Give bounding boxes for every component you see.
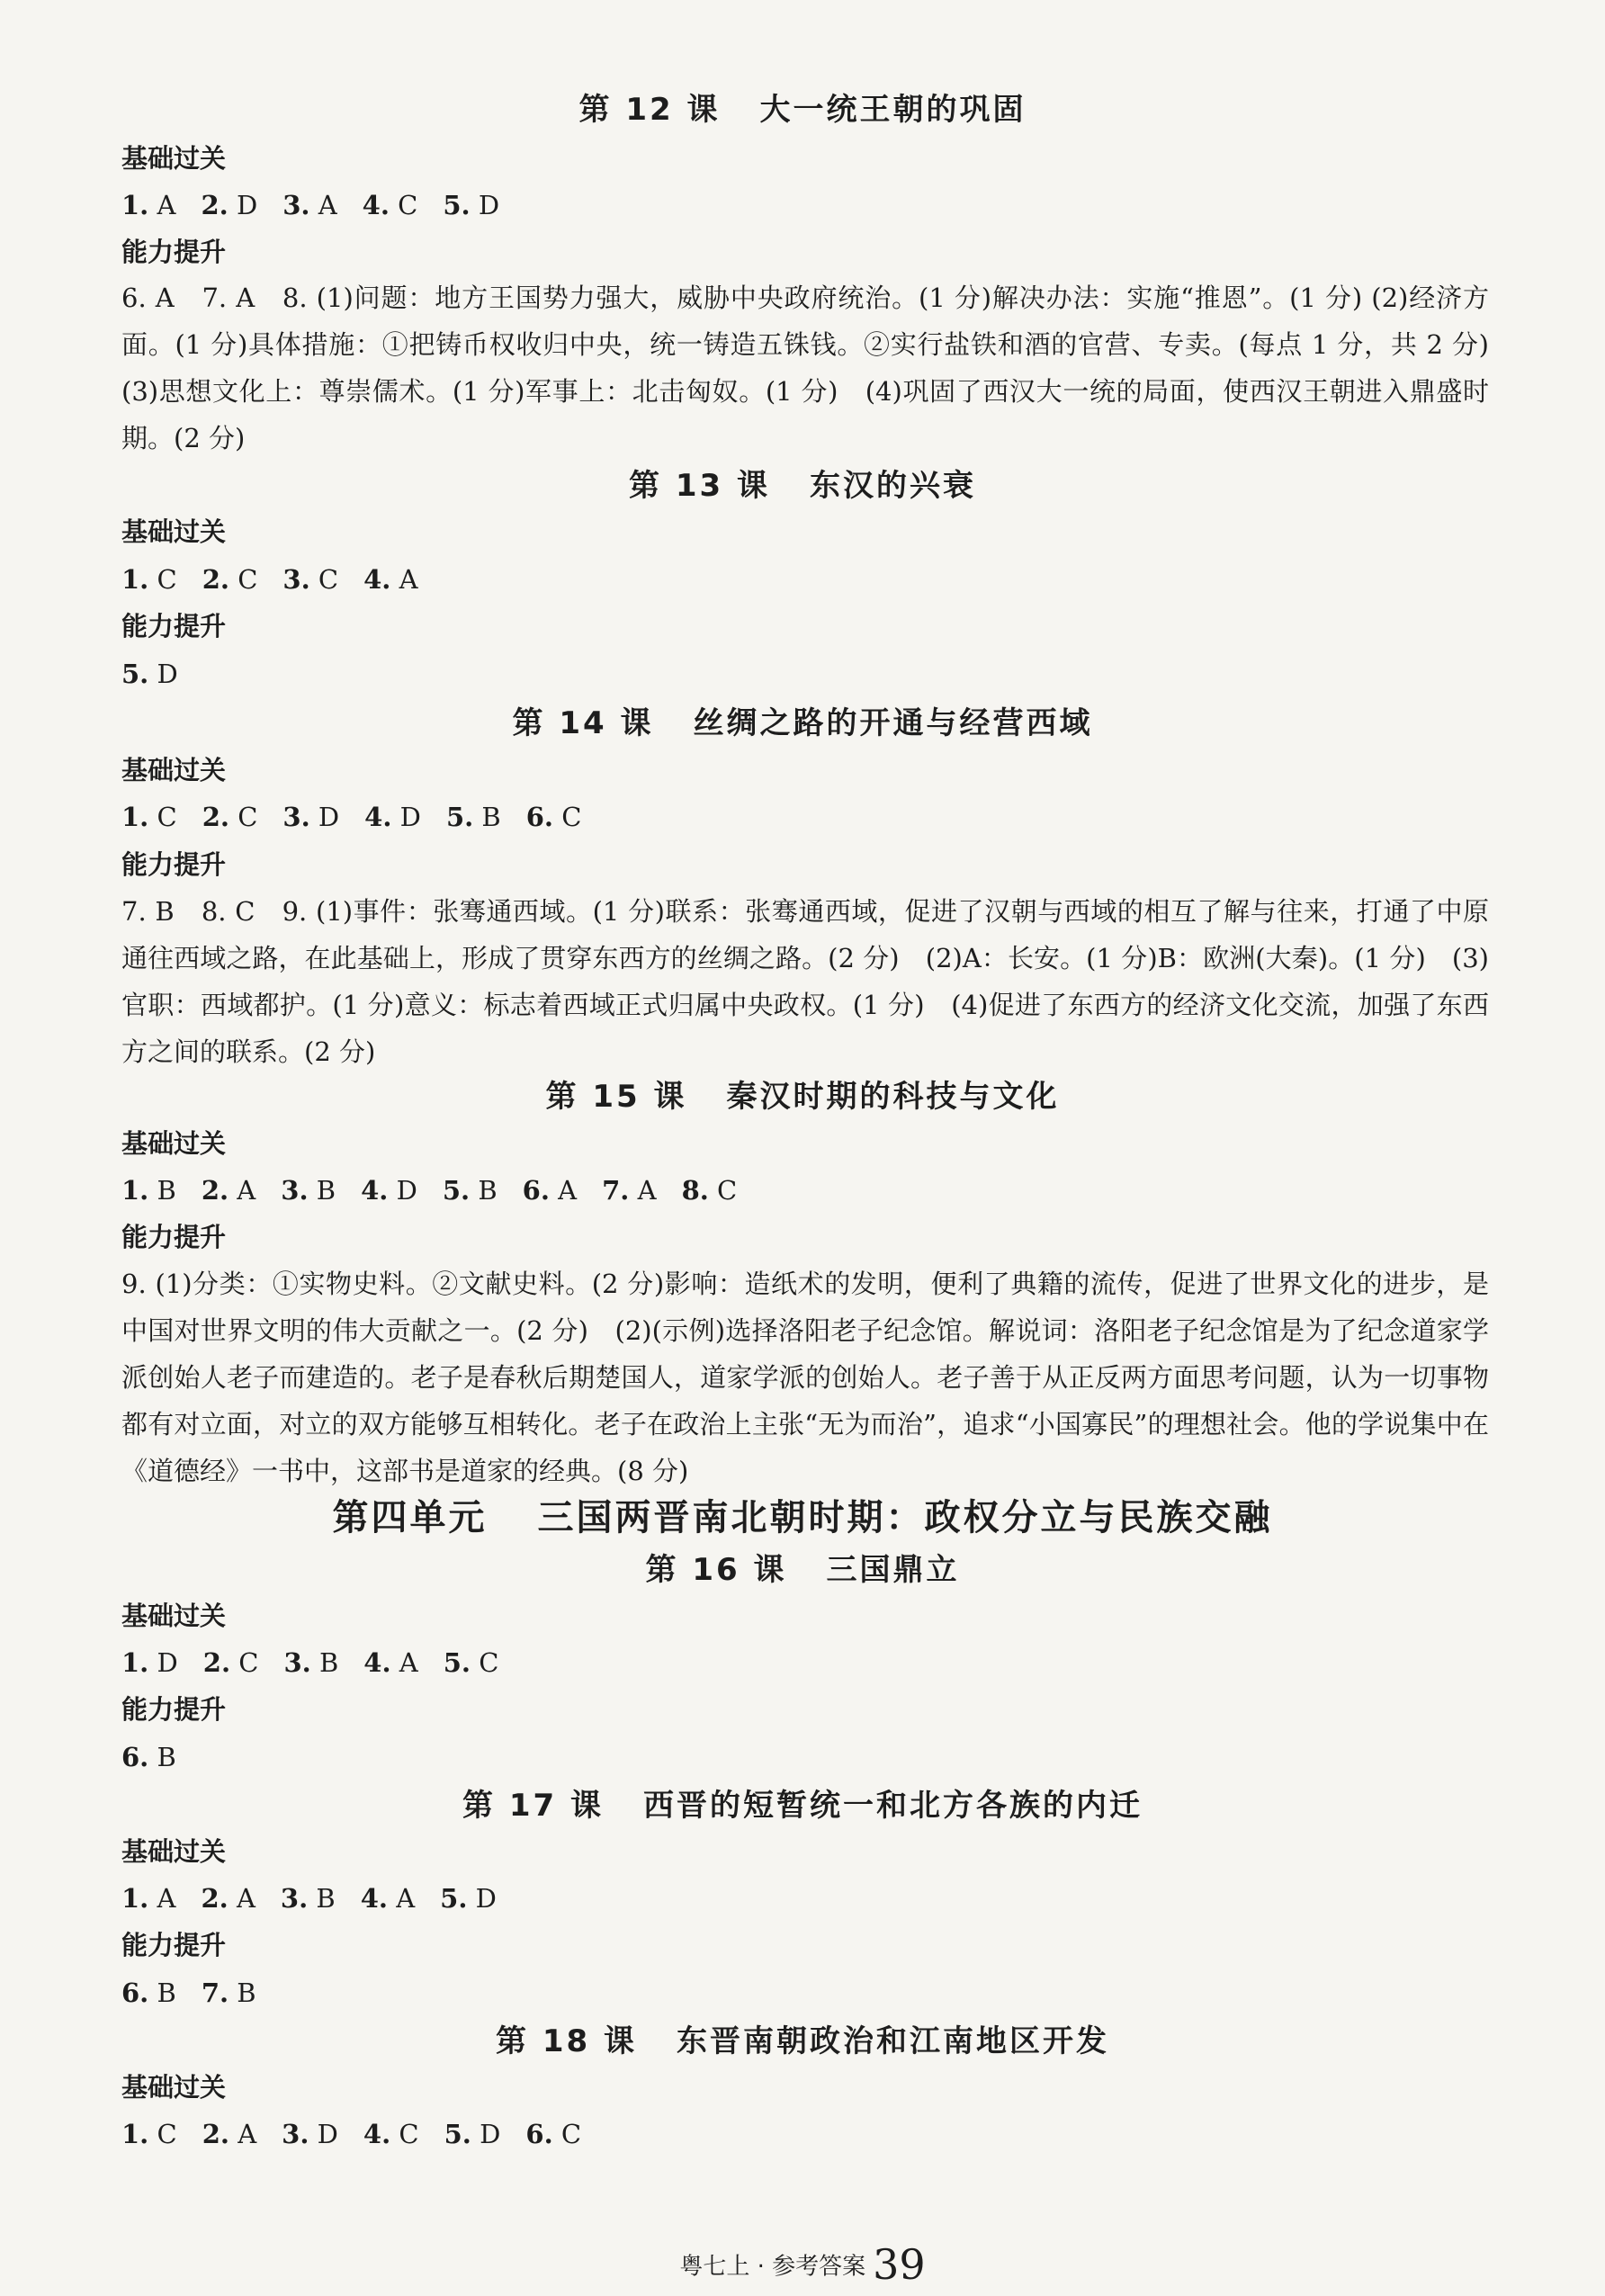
answer-item: 2. A xyxy=(201,1883,256,1914)
lesson-17-name: 西晋的短暂统一和北方各族的内迁 xyxy=(643,1788,1143,1824)
answer-item: 3. A xyxy=(282,190,337,220)
answer-item: 5. D xyxy=(443,190,500,220)
lesson-13-basic-answers xyxy=(121,563,444,596)
answer-item: 1. A xyxy=(121,1883,176,1914)
lesson-14-number: 第 14 课 xyxy=(512,705,654,741)
lesson-12-ability-label: 能力提升 xyxy=(121,237,227,267)
answer-item: 6. A xyxy=(522,1175,578,1206)
lesson-18-title xyxy=(0,2022,1605,2061)
answer-item: 1. C xyxy=(121,564,177,595)
lesson-12-basic-answers xyxy=(121,189,525,221)
answer-item: 5. D xyxy=(121,659,178,689)
unit-4-title xyxy=(0,1495,1605,1540)
lesson-18-basic-label: 基础过关 xyxy=(121,2072,227,2103)
lesson-16-basic-label: 基础过关 xyxy=(121,1601,227,1631)
lesson-15-basic-answers xyxy=(121,1174,762,1206)
lesson-14-ability-label: 能力提升 xyxy=(121,849,227,880)
answer-item: 4. A xyxy=(363,1647,418,1678)
lesson-15-title xyxy=(0,1077,1605,1117)
answer-item: 7. A xyxy=(602,1175,657,1206)
answer-item: 6. B xyxy=(121,1978,176,2008)
lesson-14-basic-answers xyxy=(121,801,606,833)
answer-item: 2. C xyxy=(202,802,258,832)
lesson-13-ability-label: 能力提升 xyxy=(121,611,227,641)
answer-item: 4. C xyxy=(362,190,418,220)
answer-item: 2. A xyxy=(202,2119,257,2149)
answer-item: 2. D xyxy=(201,190,258,220)
answer-item: 1. B xyxy=(121,1175,176,1206)
answer-item: 3. D xyxy=(282,2119,338,2149)
answer-item: 5. B xyxy=(442,1175,498,1206)
lesson-17-title xyxy=(0,1786,1605,1825)
lesson-15-name: 秦汉时期的科技与文化 xyxy=(726,1079,1060,1115)
answer-item: 5. C xyxy=(443,1647,499,1678)
unit-4-number: 第四单元 xyxy=(332,1497,488,1538)
lesson-14-ability-text: 7. B 8. C 9. (1)事件：张骞通西域。(1 分)联系：张骞通西域，促进了汉朝与西域的相互了解与往来，打通了中原通往西域之路，在此基础上，形成了贯穿东西方的丝绸之路。(2 分) (2)A：长安。(1 分)B：欧洲(大秦)。(1 分) (3)官职：西域都护。(1 分)意义：标志着西域正式归属中央政权。(1 分) (4)促进了东西方的经济文化交流，加强了东西方之间的联系。(2 分) xyxy=(121,896,1489,1067)
answer-item: 5. D xyxy=(440,1883,497,1914)
answer-item: 3. B xyxy=(283,1647,339,1678)
lesson-16-ability-label: 能力提升 xyxy=(121,1694,227,1725)
lesson-17-number: 第 17 课 xyxy=(462,1788,604,1824)
lesson-15-number: 第 15 课 xyxy=(545,1079,687,1115)
answer-item: 2. C xyxy=(202,1647,259,1678)
answer-item: 3. C xyxy=(282,564,339,595)
lesson-14-title xyxy=(0,704,1605,743)
answer-item: 2. C xyxy=(202,564,258,595)
lesson-14-basic-label: 基础过关 xyxy=(121,755,227,785)
lesson-16-basic-answers xyxy=(121,1646,524,1679)
lesson-18-number: 第 18 课 xyxy=(496,2023,637,2059)
answer-item: 2. A xyxy=(201,1175,256,1206)
footer-label: 粤七上 · 参考答案 xyxy=(679,2253,866,2281)
answer-item: 4. A xyxy=(363,564,418,595)
lesson-17-basic-answers xyxy=(121,1882,522,1915)
answer-item: 5. D xyxy=(444,2119,501,2149)
lesson-16-name: 三国鼎立 xyxy=(826,1552,960,1588)
lesson-15-ability-label: 能力提升 xyxy=(121,1222,227,1252)
lesson-17-basic-label: 基础过关 xyxy=(121,1836,227,1867)
lesson-12-name: 大一统王朝的巩固 xyxy=(759,92,1027,128)
lesson-15-basic-label: 基础过关 xyxy=(121,1128,227,1159)
lesson-12-number: 第 12 课 xyxy=(578,92,721,128)
answer-item: 5. B xyxy=(445,802,501,832)
lesson-12-title xyxy=(0,90,1605,130)
lesson-15-ability-text: 9. (1)分类：①实物史料。②文献史料。(2 分)影响：造纸术的发明，便利了典籍的流传，促进了世界文化的进步，是中国对世界文明的伟大贡献之一。(2 分) (2)(示例)选择洛阳老子纪念馆。解说词：洛阳老子纪念馆是为了纪念道家学派创始人老子而建造的。老子是春秋后期楚国人，道家学派的创始人。老子善于从正反两方面思考问题，认为一切事物都有对立面，对立的双方能够互相转化。老子在政治上主张“无为而治”，追求“小国寡民”的理想社会。他的学说集中在《道德经》一书中，这部书是道家的经典。(8 分) xyxy=(121,1269,1489,1486)
answer-item: 6. B xyxy=(121,1742,176,1772)
lesson-16-ability-answers xyxy=(121,1741,202,1773)
lesson-13-basic-label: 基础过关 xyxy=(121,516,227,547)
answer-item: 3. B xyxy=(280,1883,336,1914)
lesson-13-ability-answers xyxy=(121,658,203,690)
lesson-13-title xyxy=(0,466,1605,506)
lesson-17-ability-label: 能力提升 xyxy=(121,1930,227,1960)
lesson-16-title xyxy=(0,1550,1605,1590)
page-footer xyxy=(0,2240,1605,2289)
answer-item: 4. C xyxy=(363,2119,419,2149)
answer-item: 3. B xyxy=(281,1175,336,1206)
lesson-13-number: 第 13 课 xyxy=(629,468,770,504)
answer-item: 4. D xyxy=(364,802,421,832)
lesson-16-number: 第 16 课 xyxy=(645,1552,787,1588)
lesson-18-name: 东晋南朝政治和江南地区开发 xyxy=(677,2023,1109,2059)
lesson-13-name: 东汉的兴衰 xyxy=(810,468,976,504)
lesson-18-basic-answers xyxy=(121,2118,606,2150)
answer-item: 1. A xyxy=(121,190,176,220)
lesson-14-name: 丝绸之路的开通与经营西域 xyxy=(693,705,1093,741)
lesson-12-ability-text: 6. A 7. A 8. (1)问题：地方王国势力强大，威胁中央政府统治。(1 分)解决办法：实施“推恩”。(1 分) (2)经济方面。(1 分)具体措施：①把铸币权收归中央，统一铸造五铢钱。②实行盐铁和酒的官营、专卖。(每点 1 分，共 2 分) (3)思想文化上：尊崇儒术。(1 分)军事上：北击匈奴。(1 分) (4)巩固了西汉大一统的局面，使西汉王朝进入鼎盛时期。(2 分) xyxy=(121,283,1516,453)
answer-item: 1. D xyxy=(121,1647,178,1678)
answer-item: 7. B xyxy=(201,1978,256,2008)
answer-item: 1. C xyxy=(121,802,177,832)
answer-item: 3. D xyxy=(282,802,340,832)
answer-item: 6. C xyxy=(525,2119,582,2149)
page-number: 39 xyxy=(873,2240,926,2289)
answer-item: 6. C xyxy=(525,802,582,832)
lesson-17-ability-answers xyxy=(121,1977,282,2009)
lesson-12-basic-label: 基础过关 xyxy=(121,143,227,174)
answer-item: 4. A xyxy=(360,1883,416,1914)
answer-item: 8. C xyxy=(681,1175,738,1206)
answer-item: 1. C xyxy=(121,2119,177,2149)
answer-item: 4. D xyxy=(361,1175,417,1206)
unit-4-name: 三国两晋南北朝时期：政权分立与民族交融 xyxy=(537,1497,1273,1538)
